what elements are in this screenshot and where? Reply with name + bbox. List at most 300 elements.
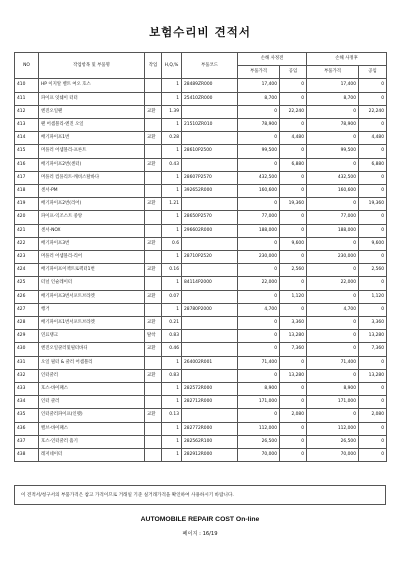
row-labor-before: 0: [280, 396, 307, 409]
row-hq: 0.21: [162, 317, 182, 330]
row-item-name: 파이프-익조스트 중앙: [39, 211, 145, 224]
table-row: [15, 211, 387, 224]
row-parts-price-after: 0: [307, 369, 359, 382]
row-part-code: 282572R000: [182, 383, 238, 396]
row-parts-price-after: 26,500: [307, 435, 359, 448]
row-parts-price-before: 99,500: [238, 145, 280, 158]
table-row: [15, 369, 387, 382]
row-no: 425: [15, 277, 39, 290]
row-item-name: 센서-NOX: [39, 224, 145, 237]
estimate-rows: [15, 79, 387, 462]
row-no: 431: [15, 356, 39, 369]
row-labor-before: 0: [280, 92, 307, 105]
row-parts-price-after: 70,000: [307, 449, 359, 462]
table-row: [15, 132, 387, 145]
table-row: [15, 396, 387, 409]
row-parts-price-before: 78,900: [238, 119, 280, 132]
row-labor-before: 0: [280, 145, 307, 158]
row-labor-after: 4,480: [359, 132, 387, 145]
row-parts-price-after: 171,000: [307, 396, 359, 409]
row-work-type: [145, 396, 162, 409]
row-no: 421: [15, 224, 39, 237]
row-parts-price-after: 432,500: [307, 171, 359, 184]
row-parts-price-before: 0: [238, 132, 280, 145]
row-parts-price-after: 0: [307, 198, 359, 211]
row-parts-price-before: 0: [238, 369, 280, 382]
row-parts-price-after: 0: [307, 237, 359, 250]
row-parts-price-after: 188,000: [307, 224, 359, 237]
row-item-name: 인터쿨러파이프(인렛): [39, 409, 145, 422]
row-parts-price-after: 112,000: [307, 422, 359, 435]
row-item-name: 배기파이프이젝트로펙터1번: [39, 264, 145, 277]
row-parts-price-before: 4,700: [238, 303, 280, 316]
table-row: [15, 251, 387, 264]
row-labor-after: 0: [359, 224, 387, 237]
row-parts-price-after: 77,000: [307, 211, 359, 224]
row-labor-before: 9,600: [280, 237, 307, 250]
row-labor-after: 19,360: [359, 198, 387, 211]
row-part-code: 392652R000: [182, 185, 238, 198]
row-hq: 0.83: [162, 330, 182, 343]
row-parts-price-after: 230,000: [307, 251, 359, 264]
row-work-type: 교환: [145, 317, 162, 330]
header-work: 작업: [145, 53, 162, 79]
row-labor-after: 0: [359, 435, 387, 448]
row-labor-after: 0: [359, 119, 387, 132]
row-no: 435: [15, 409, 39, 422]
row-part-code: [182, 264, 238, 277]
row-no: 419: [15, 198, 39, 211]
row-no: 428: [15, 317, 39, 330]
row-parts-price-after: 0: [307, 409, 359, 422]
table-row: [15, 158, 387, 171]
row-work-type: 교환: [145, 343, 162, 356]
row-part-code: [182, 369, 238, 382]
row-no: 410: [15, 79, 39, 92]
row-no: 427: [15, 303, 39, 316]
table-row: [15, 198, 387, 211]
row-labor-before: 0: [280, 211, 307, 224]
row-hq: 1: [162, 145, 182, 158]
row-parts-price-after: 8,700: [307, 92, 359, 105]
row-hq: 0.13: [162, 409, 182, 422]
row-work-type: [145, 145, 162, 158]
row-work-type: 교환: [145, 290, 162, 303]
row-labor-before: 0: [280, 119, 307, 132]
row-hq: 0.28: [162, 132, 182, 145]
header-hq: H,Q,%: [162, 53, 182, 79]
row-hq: 1: [162, 356, 182, 369]
row-work-type: 교환: [145, 237, 162, 250]
row-parts-price-after: 4,700: [307, 303, 359, 316]
row-no: 430: [15, 343, 39, 356]
row-parts-price-after: 0: [307, 317, 359, 330]
row-work-type: 교환: [145, 264, 162, 277]
row-work-type: [145, 224, 162, 237]
row-labor-before: 0: [280, 449, 307, 462]
table-row: [15, 330, 387, 343]
row-labor-before: 0: [280, 435, 307, 448]
row-item-name: 호스-바이패스: [39, 383, 145, 396]
row-labor-before: 0: [280, 383, 307, 396]
row-work-type: [145, 171, 162, 184]
row-no: 432: [15, 369, 39, 382]
row-parts-price-before: 8,700: [238, 92, 280, 105]
row-no: 415: [15, 145, 39, 158]
row-hq: 1: [162, 277, 182, 290]
row-part-code: 282912R000: [182, 449, 238, 462]
row-hq: 0.46: [162, 343, 182, 356]
row-labor-before: 19,360: [280, 198, 307, 211]
row-labor-after: 0: [359, 277, 387, 290]
row-part-code: [182, 198, 238, 211]
row-labor-after: 1,120: [359, 290, 387, 303]
row-hq: 1: [162, 224, 182, 237]
header-labor-after: 공임: [359, 66, 387, 79]
row-parts-price-before: 230,000: [238, 251, 280, 264]
row-hq: 1: [162, 449, 182, 462]
table-row: [15, 79, 387, 92]
row-hq: 1: [162, 251, 182, 264]
row-item-name: 엔진오일팬: [39, 105, 145, 118]
row-item-name: 배기파이프1번: [39, 132, 145, 145]
row-parts-price-before: 0: [238, 237, 280, 250]
header-before-adjust: 손해 사정전: [238, 53, 307, 66]
row-part-code: 296602R000: [182, 224, 238, 237]
row-parts-price-after: 99,500: [307, 145, 359, 158]
row-parts-price-after: 17,400: [307, 79, 359, 92]
row-no: 437: [15, 435, 39, 448]
row-work-type: 교환: [145, 198, 162, 211]
row-part-code: 28780P2000: [182, 303, 238, 316]
row-no: 422: [15, 237, 39, 250]
row-part-code: [182, 409, 238, 422]
row-part-code: [182, 330, 238, 343]
header-labor-before: 공임: [280, 66, 307, 79]
row-labor-after: 0: [359, 303, 387, 316]
row-work-type: [145, 92, 162, 105]
row-parts-price-after: 78,900: [307, 119, 359, 132]
header-code: 부품코드: [182, 53, 238, 79]
row-hq: 1: [162, 79, 182, 92]
row-item-name: 배기파이프1번서포트브라켓: [39, 317, 145, 330]
row-labor-after: 6,880: [359, 158, 387, 171]
row-item-name: 연료탱크: [39, 330, 145, 343]
row-hq: 1: [162, 435, 182, 448]
row-work-type: [145, 185, 162, 198]
table-row: [15, 145, 387, 158]
row-item-name: 엔진오일쿨러및필터바디: [39, 343, 145, 356]
row-parts-price-before: 160,600: [238, 185, 280, 198]
table-row: [15, 277, 387, 290]
row-parts-price-after: 0: [307, 132, 359, 145]
row-parts-price-before: 188,000: [238, 224, 280, 237]
row-parts-price-before: 17,400: [238, 79, 280, 92]
row-parts-price-before: 112,000: [238, 422, 280, 435]
row-parts-price-after: 8,900: [307, 383, 359, 396]
row-hq: 1: [162, 211, 182, 224]
table-row: [15, 356, 387, 369]
header-parts-price-before: 부품가격: [238, 66, 280, 79]
row-work-type: 교환: [145, 369, 162, 382]
row-item-name: 행거: [39, 303, 145, 316]
header-parts-price-after: 부품가격: [307, 66, 359, 79]
page-number: 페이지 : 16/19: [182, 531, 218, 537]
row-item-name: 인터 쿨러: [39, 396, 145, 409]
row-parts-price-after: 71,400: [307, 356, 359, 369]
row-parts-price-before: 26,500: [238, 435, 280, 448]
row-no: 433: [15, 383, 39, 396]
row-work-type: 탈착: [145, 330, 162, 343]
row-labor-after: 2,560: [359, 264, 387, 277]
row-parts-price-before: 432,500: [238, 171, 280, 184]
row-parts-price-after: 160,600: [307, 185, 359, 198]
row-parts-price-before: 0: [238, 330, 280, 343]
row-labor-before: 6,880: [280, 158, 307, 171]
row-labor-before: 0: [280, 185, 307, 198]
table-row: [15, 317, 387, 330]
row-item-name: 센서-PM: [39, 185, 145, 198]
row-parts-price-before: 0: [238, 264, 280, 277]
row-labor-after: 22,240: [359, 105, 387, 118]
row-no: 418: [15, 185, 39, 198]
row-item-name: 배기파이프2번(센터): [39, 158, 145, 171]
row-hq: 0.43: [162, 158, 182, 171]
row-parts-price-before: 0: [238, 343, 280, 356]
row-parts-price-before: 171,000: [238, 396, 280, 409]
row-parts-price-before: 0: [238, 290, 280, 303]
table-row: [15, 383, 387, 396]
row-hq: 1: [162, 119, 182, 132]
row-hq: 0.6: [162, 237, 182, 250]
row-work-type: [145, 356, 162, 369]
row-part-code: 28489ZR000: [182, 79, 238, 92]
table-row: [15, 237, 387, 250]
row-labor-before: 1,120: [280, 290, 307, 303]
row-part-code: 84114P2000: [182, 277, 238, 290]
row-part-code: 25410ZR000: [182, 92, 238, 105]
row-work-type: 교환: [145, 105, 162, 118]
row-item-name: 레저네이터: [39, 449, 145, 462]
row-labor-before: 0: [280, 79, 307, 92]
table-row: [15, 422, 387, 435]
table-row: [15, 303, 387, 316]
row-no: 414: [15, 132, 39, 145]
row-no: 436: [15, 422, 39, 435]
row-no: 417: [15, 171, 39, 184]
row-part-code: [182, 105, 238, 118]
row-parts-price-after: 0: [307, 290, 359, 303]
row-labor-before: 0: [280, 171, 307, 184]
row-item-name: 배기파이프2번(리어): [39, 198, 145, 211]
table-row: [15, 435, 387, 448]
row-no: 412: [15, 105, 39, 118]
row-labor-after: 13,280: [359, 330, 387, 343]
table-row: [15, 171, 387, 184]
row-item-name: 인터쿨러: [39, 369, 145, 382]
row-labor-before: 13,280: [280, 369, 307, 382]
table-row: [15, 290, 387, 303]
row-hq: 1.39: [162, 105, 182, 118]
row-work-type: [145, 251, 162, 264]
table-row: [15, 119, 387, 132]
row-parts-price-after: 0: [307, 343, 359, 356]
row-labor-after: 2,080: [359, 409, 387, 422]
row-work-type: [145, 435, 162, 448]
row-labor-before: 2,080: [280, 409, 307, 422]
row-labor-after: 0: [359, 383, 387, 396]
row-item-name: 팬 어셈블리-엔진 오일: [39, 119, 145, 132]
row-part-code: [182, 343, 238, 356]
header-no: NO: [15, 53, 39, 79]
row-item-name: 터널 인슐레이터: [39, 277, 145, 290]
row-parts-price-before: 22,000: [238, 277, 280, 290]
row-labor-after: 0: [359, 79, 387, 92]
row-hq: 0.83: [162, 369, 182, 382]
table-row: [15, 409, 387, 422]
row-item-name: 배기파이프3번서포트브라켓: [39, 290, 145, 303]
header-after-adjust: 손해 사정후: [307, 53, 387, 66]
row-parts-price-after: 22,000: [307, 277, 359, 290]
row-labor-before: 0: [280, 356, 307, 369]
row-hq: 1: [162, 383, 182, 396]
row-item-name: HP 이지알 벨트 여오 호스: [39, 79, 145, 92]
row-hq: 1: [162, 396, 182, 409]
row-item-name: 머플러 어셈블리-리어: [39, 251, 145, 264]
row-no: 413: [15, 119, 39, 132]
row-labor-before: 0: [280, 224, 307, 237]
row-part-code: [182, 317, 238, 330]
row-item-name: 밸브-바이패스: [39, 422, 145, 435]
row-labor-before: 3,360: [280, 317, 307, 330]
row-no: 426: [15, 290, 39, 303]
row-labor-before: 0: [280, 251, 307, 264]
row-item-name: 오일 필터 & 쿨러 어셈블리: [39, 356, 145, 369]
row-hq: 1: [162, 185, 182, 198]
row-labor-after: 9,600: [359, 237, 387, 250]
row-labor-before: 7,360: [280, 343, 307, 356]
row-labor-after: 7,360: [359, 343, 387, 356]
table-row: [15, 224, 387, 237]
row-labor-after: 3,360: [359, 317, 387, 330]
row-labor-before: 4,480: [280, 132, 307, 145]
row-parts-price-before: 71,400: [238, 356, 280, 369]
row-part-code: 282562R100: [182, 435, 238, 448]
row-parts-price-before: 70,000: [238, 449, 280, 462]
row-part-code: 282772R000: [182, 422, 238, 435]
row-labor-after: 13,280: [359, 369, 387, 382]
footer-title: AUTOMOBILE REPAIR COST On-line: [140, 516, 260, 523]
row-hq: 0.16: [162, 264, 182, 277]
row-labor-after: 0: [359, 356, 387, 369]
row-parts-price-before: 0: [238, 409, 280, 422]
row-parts-price-after: 0: [307, 264, 359, 277]
row-part-code: [182, 237, 238, 250]
row-work-type: 교환: [145, 409, 162, 422]
row-labor-before: 0: [280, 422, 307, 435]
row-no: 416: [15, 158, 39, 171]
row-item-name: 머플러 컴플리트-캐비스탈바다: [39, 171, 145, 184]
header-name: 작업항목 및 부품명: [39, 53, 145, 79]
row-labor-after: 0: [359, 396, 387, 409]
row-no: 424: [15, 264, 39, 277]
row-parts-price-after: 0: [307, 105, 359, 118]
estimate-table: [14, 52, 387, 462]
table-row: [15, 185, 387, 198]
row-part-code: [182, 290, 238, 303]
row-part-code: 28610P2500: [182, 145, 238, 158]
row-hq: 1: [162, 303, 182, 316]
price-notice: 이 견적서/청구서의 부품가격은 참고 가격이므로 거래일 기준 실거래가격을 확인하여 사용하시기 바랍니다.: [14, 485, 386, 505]
row-part-code: [182, 158, 238, 171]
row-hq: 0.07: [162, 290, 182, 303]
row-parts-price-before: 8,900: [238, 383, 280, 396]
row-part-code: 282712R000: [182, 396, 238, 409]
row-labor-after: 0: [359, 145, 387, 158]
row-hq: 1: [162, 92, 182, 105]
row-labor-after: 0: [359, 211, 387, 224]
row-part-code: 28650P2570: [182, 211, 238, 224]
row-work-type: [145, 119, 162, 132]
row-parts-price-before: 0: [238, 198, 280, 211]
table-row: [15, 449, 387, 462]
row-work-type: 교환: [145, 132, 162, 145]
row-no: 434: [15, 396, 39, 409]
row-no: 429: [15, 330, 39, 343]
row-no: 411: [15, 92, 39, 105]
row-hq: 1.21: [162, 198, 182, 211]
row-parts-price-before: 77,000: [238, 211, 280, 224]
row-item-name: 호스-인터쿨러 흡기: [39, 435, 145, 448]
table-row: [15, 92, 387, 105]
row-labor-after: 0: [359, 449, 387, 462]
row-work-type: [145, 211, 162, 224]
row-parts-price-after: 0: [307, 330, 359, 343]
table-row: [15, 343, 387, 356]
row-parts-price-before: 0: [238, 317, 280, 330]
row-labor-before: 0: [280, 277, 307, 290]
row-part-code: 28710P2520: [182, 251, 238, 264]
row-labor-after: 0: [359, 92, 387, 105]
row-labor-before: 2,560: [280, 264, 307, 277]
row-labor-after: 0: [359, 185, 387, 198]
row-work-type: [145, 449, 162, 462]
row-labor-after: 0: [359, 171, 387, 184]
row-parts-price-before: 0: [238, 158, 280, 171]
row-work-type: [145, 79, 162, 92]
row-part-code: [182, 132, 238, 145]
row-no: 423: [15, 251, 39, 264]
row-labor-after: 0: [359, 422, 387, 435]
row-work-type: [145, 383, 162, 396]
row-work-type: [145, 303, 162, 316]
row-work-type: 교환: [145, 158, 162, 171]
row-no: 438: [15, 449, 39, 462]
row-work-type: [145, 277, 162, 290]
row-item-name: 파이프 잇쉐이 터터: [39, 92, 145, 105]
row-labor-before: 22,240: [280, 105, 307, 118]
row-part-code: 264002R001: [182, 356, 238, 369]
row-hq: 1: [162, 422, 182, 435]
row-item-name: 머플러 어셈블리-프론트: [39, 145, 145, 158]
table-row: [15, 264, 387, 277]
row-item-name: 배기파이프3번: [39, 237, 145, 250]
row-work-type: [145, 422, 162, 435]
document-title: 보험수리비 견적서: [149, 25, 251, 39]
row-hq: 1: [162, 171, 182, 184]
row-labor-after: 0: [359, 251, 387, 264]
row-parts-price-after: 0: [307, 158, 359, 171]
